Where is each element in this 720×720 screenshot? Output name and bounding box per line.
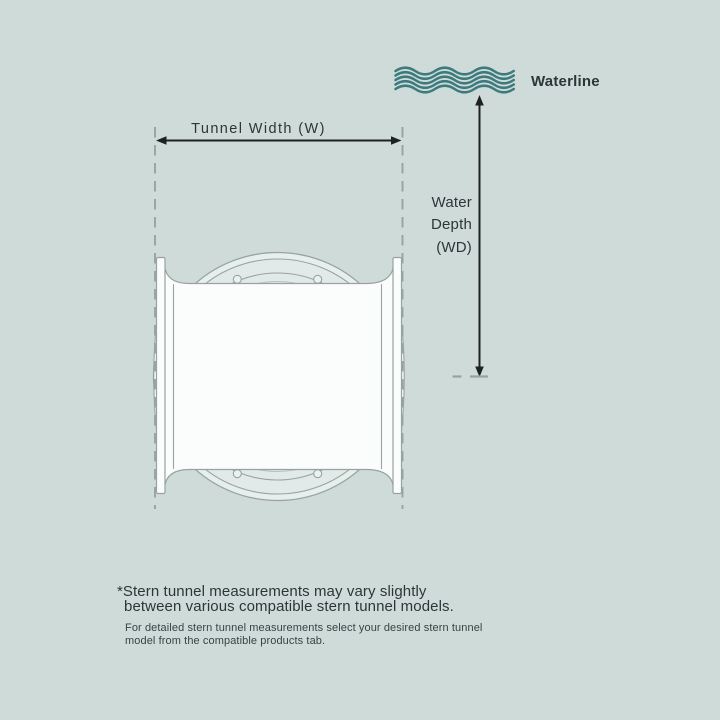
footnote-detail-line-2: model from the compatible products tab.	[125, 634, 326, 647]
arrowhead-right	[391, 136, 402, 145]
water-depth-line-2: Depth	[430, 216, 472, 234]
footnote-line-1: *Stern tunnel measurements may vary slightly	[117, 583, 427, 600]
tunnel-width-label: Tunnel Width (W)	[191, 121, 326, 137]
arrowhead-up	[475, 95, 484, 106]
water-depth-label	[392, 192, 472, 259]
footnote-detail	[125, 622, 482, 647]
water-depth-arrow	[475, 95, 484, 377]
tunnel-width-arrow	[156, 136, 402, 145]
tunnel-tube-body	[165, 265, 394, 488]
right-flange-bar	[393, 258, 402, 494]
waterline-label: Waterline	[531, 73, 600, 90]
footnote-line-2: between various compatible stern tunnel models.	[124, 598, 454, 616]
footnote-detail-line-1: For detailed stern tunnel measurements select your desired stern tunnel	[125, 622, 483, 634]
waterline-symbol	[396, 68, 514, 93]
arrowhead-left	[156, 136, 167, 145]
water-depth-line-3: (WD)	[436, 238, 472, 256]
water-depth-line-1: Water	[431, 194, 472, 211]
left-flange-bar	[157, 258, 166, 494]
footnote	[117, 584, 454, 614]
tunnel-drawing	[154, 253, 405, 501]
